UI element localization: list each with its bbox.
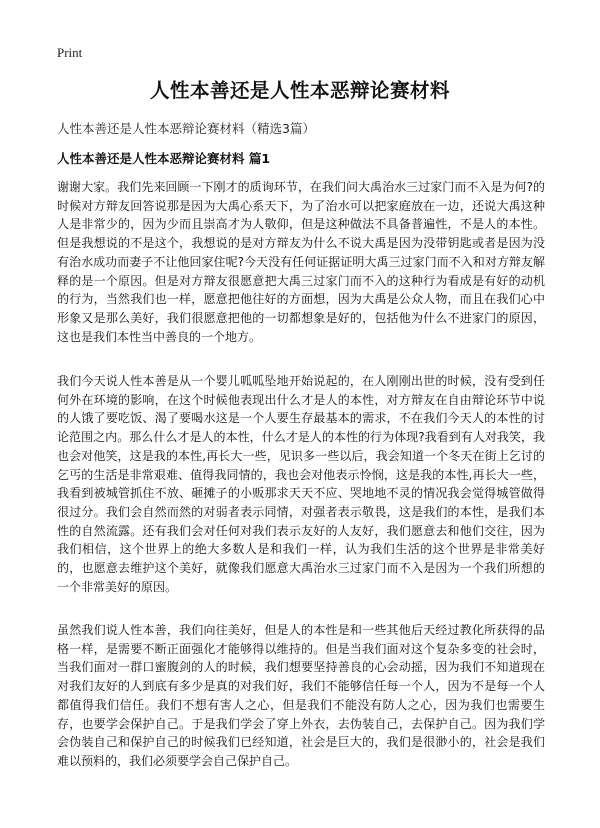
body-paragraph-1: 谢谢大家。我们先来回顾一下刚才的质询环节，在我们问大禹治水三过家门而不入是为何?的时候对方辩友回答说那是因为大禹心系天下，为了治水可以把家庭放在一边，还说大禹这种人是非常少的，因为少而且崇高才为人敬仰，但是这种做法不具备普遍性，不是人的本性。但是我想说的不是这个，我想说的是对方辩友为什么不说大禹是因为没带钥匙或者是因为没有治水成功而妻子不让他回家住呢?今天没有任何证据证明大禹三过家门而不入和对方辩友解释的是一个原因。但是对方辩友很愿意把大禹三过家门而不入的这种行为看成是有好的动机的行为，当然我们也一样，愿意把他往好的方面想，因为大禹是公众人物，而且在我们心中形象又是那么美好，我们很愿意把他的一切都想象是好的，包括他为什么不进家门的原因，这也是我们本性当中善良的一个地方。 — [57, 180, 545, 344]
body-paragraph-2: 我们今天说人性本善是从一个婴儿呱呱坠地开始说起的，在人刚刚出世的时候，没有受到任何外在环境的影响，在这个时候他表现出什么才是人的本性，对方辩友在自由辩论环节中说的人饿了要吃饭、渴了要喝水这是一个人要生存最基本的需求，不在我们今天人的本性的讨论范围之内。那么什么才是人的本性，什么才是人的本性的行为体现?我看到有人对我笑，我也会对他笑，这是我的本性,再长大一些，见识多一些以后，我会知道一个冬天在街上乞讨的乞丐的生活是非常艰难、值得我同情的，我也会对他表示怜悯，这是我的本性,再长大一些，我看到被城管抓住不放、砸摊子的小贩那求天天不应、哭地地不灵的情况我会觉得城管做得很过分。我们会自然而然的对弱者表示同情，对强者表示敬畏，这是我们的本性，是我们本性的自然流露。还有我们会对任何对我们表示友好的人友好，我们愿意去和他们交往，因为我们相信，这个世界上的绝大多数人是和我们一样，认为我们生活的这个世界是非常美好的，也愿意去维护这个美好，就像我们愿意大禹治水三过家门而不入是因为一个我们所想的一个非常美好的原因。 — [57, 374, 545, 594]
document-subtitle: 人性本善还是人性本恶辩论赛材料（精选3篇） — [57, 121, 315, 136]
document-title: 人性本善还是人性本恶辩论赛材料 — [149, 79, 450, 102]
body-paragraph-3: 虽然我们说人性本善，我们向往美好，但是人的本性是和一些其他后天经过教化所获得的品格一样，是需要不断正面强化才能够得以维持的。但是当我们面对这个复杂多变的社会时，当我们面对一群口蜜腹剑的人的时候，我们想要坚持善良的心会动摇，因为我们不知道现在对我们友好的人到底有多少是真的对我们好，我们不能够信任每一个人，因为不是每一个人都值得我们信任。我们不想有害人之心，但是我们不能没有防人之心，因为我们也需要生存，也要学会保护自己。于是我们学会了穿上外衣，去伪装自己，去保护自己。因为我们学会伪装自己和保护自己的时候我们已经知道，社会是巨大的，我们是很渺小的，社会是我们难以预料的，我们必须要学会自己保护自己。 — [57, 623, 545, 768]
print-link[interactable]: Print — [57, 45, 83, 60]
section-heading: 人性本善还是人性本恶辩论赛材料 篇1 — [57, 151, 271, 166]
